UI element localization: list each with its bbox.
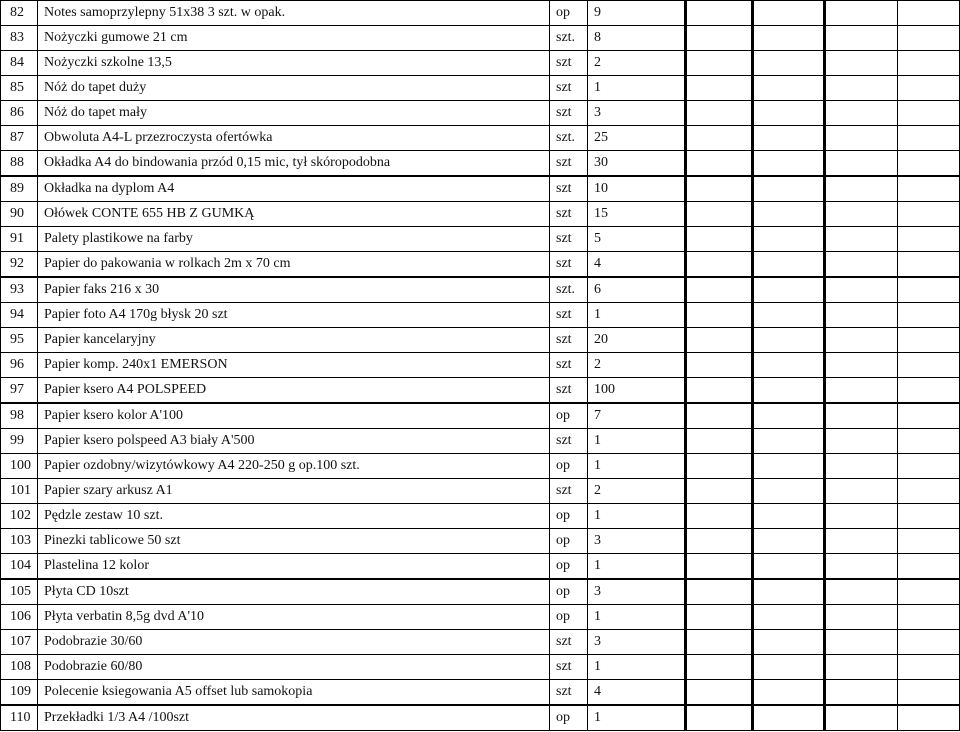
empty-cell	[686, 76, 753, 101]
table-row	[1, 630, 960, 655]
empty-cell	[898, 579, 960, 605]
unit-cell: szt	[550, 655, 588, 680]
row-number-cell: 98	[1, 403, 38, 429]
empty-cell	[825, 403, 898, 429]
quantity-cell: 6	[588, 277, 686, 303]
row-number-cell: 108	[1, 655, 38, 680]
unit-cell: op	[550, 554, 588, 580]
item-name-cell: Pędzle zestaw 10 szt.	[38, 504, 550, 529]
empty-cell	[825, 504, 898, 529]
empty-cell	[825, 76, 898, 101]
table-row	[1, 252, 960, 278]
empty-cell	[898, 429, 960, 454]
quantity-cell: 1	[588, 504, 686, 529]
empty-cell	[898, 51, 960, 76]
table-row	[1, 1, 960, 26]
quantity-cell: 10	[588, 176, 686, 202]
empty-cell	[825, 1, 898, 26]
empty-cell	[898, 680, 960, 706]
empty-cell	[686, 554, 753, 580]
item-name-cell: Nóż do tapet duży	[38, 76, 550, 101]
unit-cell: op	[550, 605, 588, 630]
item-name-cell: Papier szary arkusz A1	[38, 479, 550, 504]
empty-cell	[753, 126, 825, 151]
empty-cell	[825, 252, 898, 278]
quantity-cell: 4	[588, 680, 686, 706]
empty-cell	[753, 630, 825, 655]
unit-cell: szt	[550, 227, 588, 252]
empty-cell	[686, 529, 753, 554]
unit-cell: szt	[550, 680, 588, 706]
quantity-cell: 1	[588, 705, 686, 731]
item-name-cell: Papier ksero A4 POLSPEED	[38, 378, 550, 404]
row-number-cell: 109	[1, 680, 38, 706]
empty-cell	[686, 101, 753, 126]
empty-cell	[825, 126, 898, 151]
table-row	[1, 378, 960, 404]
row-number-cell: 95	[1, 328, 38, 353]
empty-cell	[686, 579, 753, 605]
table-row	[1, 529, 960, 554]
quantity-cell: 3	[588, 630, 686, 655]
empty-cell	[825, 353, 898, 378]
empty-cell	[825, 554, 898, 580]
empty-cell	[753, 252, 825, 278]
empty-cell	[825, 101, 898, 126]
empty-cell	[753, 51, 825, 76]
table-row	[1, 76, 960, 101]
empty-cell	[753, 202, 825, 227]
empty-cell	[898, 76, 960, 101]
unit-cell: szt	[550, 353, 588, 378]
item-name-cell: Papier ozdobny/wizytówkowy A4 220-250 g op.100 szt.	[38, 454, 550, 479]
empty-cell	[898, 504, 960, 529]
row-number-cell: 89	[1, 176, 38, 202]
row-number-cell: 94	[1, 303, 38, 328]
quantity-cell: 2	[588, 479, 686, 504]
empty-cell	[686, 277, 753, 303]
table-row	[1, 605, 960, 630]
empty-cell	[753, 1, 825, 26]
unit-cell: szt	[550, 202, 588, 227]
row-number-cell: 90	[1, 202, 38, 227]
table-row	[1, 328, 960, 353]
row-number-cell: 83	[1, 26, 38, 51]
empty-cell	[753, 227, 825, 252]
empty-cell	[753, 353, 825, 378]
quantity-cell: 15	[588, 202, 686, 227]
row-number-cell: 100	[1, 454, 38, 479]
empty-cell	[898, 479, 960, 504]
table-row	[1, 51, 960, 76]
quantity-cell: 3	[588, 101, 686, 126]
empty-cell	[686, 403, 753, 429]
empty-cell	[686, 378, 753, 404]
unit-cell: szt	[550, 630, 588, 655]
quantity-cell: 1	[588, 605, 686, 630]
empty-cell	[898, 227, 960, 252]
empty-cell	[898, 655, 960, 680]
empty-cell	[686, 176, 753, 202]
empty-cell	[898, 454, 960, 479]
empty-cell	[686, 328, 753, 353]
table-row	[1, 303, 960, 328]
empty-cell	[825, 51, 898, 76]
empty-cell	[898, 554, 960, 580]
empty-cell	[825, 277, 898, 303]
row-number-cell: 101	[1, 479, 38, 504]
empty-cell	[753, 504, 825, 529]
table-row	[1, 705, 960, 731]
quantity-cell: 1	[588, 429, 686, 454]
quantity-cell: 7	[588, 403, 686, 429]
unit-cell: op	[550, 705, 588, 731]
empty-cell	[686, 1, 753, 26]
empty-cell	[686, 26, 753, 51]
quantity-cell: 2	[588, 353, 686, 378]
item-name-cell: Palety plastikowe na farby	[38, 227, 550, 252]
item-name-cell: Papier ksero kolor A'100	[38, 403, 550, 429]
table-row	[1, 126, 960, 151]
unit-cell: szt	[550, 303, 588, 328]
table-row	[1, 504, 960, 529]
quantity-cell: 8	[588, 26, 686, 51]
empty-cell	[898, 277, 960, 303]
empty-cell	[686, 227, 753, 252]
empty-cell	[753, 605, 825, 630]
row-number-cell: 97	[1, 378, 38, 404]
empty-cell	[753, 277, 825, 303]
empty-cell	[898, 378, 960, 404]
empty-cell	[898, 705, 960, 731]
empty-cell	[753, 151, 825, 177]
empty-cell	[825, 529, 898, 554]
unit-cell: szt	[550, 51, 588, 76]
empty-cell	[753, 529, 825, 554]
empty-cell	[753, 579, 825, 605]
empty-cell	[753, 429, 825, 454]
empty-cell	[753, 705, 825, 731]
empty-cell	[825, 328, 898, 353]
table-row	[1, 403, 960, 429]
row-number-cell: 102	[1, 504, 38, 529]
table-row	[1, 479, 960, 504]
empty-cell	[825, 176, 898, 202]
empty-cell	[686, 429, 753, 454]
empty-cell	[686, 454, 753, 479]
quantity-cell: 1	[588, 76, 686, 101]
empty-cell	[686, 51, 753, 76]
empty-cell	[753, 303, 825, 328]
empty-cell	[898, 101, 960, 126]
empty-cell	[825, 579, 898, 605]
empty-cell	[686, 680, 753, 706]
empty-cell	[753, 176, 825, 202]
item-name-cell: Przekładki 1/3 A4 /100szt	[38, 705, 550, 731]
item-name-cell: Papier komp. 240x1 EMERSON	[38, 353, 550, 378]
unit-cell: op	[550, 504, 588, 529]
table-row	[1, 353, 960, 378]
empty-cell	[686, 605, 753, 630]
unit-cell: op	[550, 579, 588, 605]
row-number-cell: 87	[1, 126, 38, 151]
unit-cell: szt	[550, 151, 588, 177]
empty-cell	[753, 680, 825, 706]
empty-cell	[825, 303, 898, 328]
empty-cell	[686, 252, 753, 278]
empty-cell	[898, 151, 960, 177]
empty-cell	[753, 26, 825, 51]
quantity-cell: 9	[588, 1, 686, 26]
table-row	[1, 655, 960, 680]
row-number-cell: 107	[1, 630, 38, 655]
unit-cell: op	[550, 403, 588, 429]
item-name-cell: Płyta CD 10szt	[38, 579, 550, 605]
table-row	[1, 454, 960, 479]
empty-cell	[898, 126, 960, 151]
row-number-cell: 84	[1, 51, 38, 76]
empty-cell	[753, 101, 825, 126]
empty-cell	[686, 705, 753, 731]
unit-cell: op	[550, 454, 588, 479]
table-row	[1, 277, 960, 303]
empty-cell	[898, 605, 960, 630]
empty-cell	[898, 1, 960, 26]
empty-cell	[686, 353, 753, 378]
quantity-cell: 1	[588, 303, 686, 328]
item-name-cell: Nóż do tapet mały	[38, 101, 550, 126]
quantity-cell: 3	[588, 579, 686, 605]
unit-cell: szt	[550, 252, 588, 278]
quantity-cell: 1	[588, 454, 686, 479]
empty-cell	[825, 227, 898, 252]
empty-cell	[898, 529, 960, 554]
empty-cell	[825, 151, 898, 177]
empty-cell	[825, 429, 898, 454]
empty-cell	[825, 202, 898, 227]
quantity-cell: 2	[588, 51, 686, 76]
empty-cell	[898, 630, 960, 655]
row-number-cell: 85	[1, 76, 38, 101]
unit-cell: szt	[550, 176, 588, 202]
empty-cell	[686, 303, 753, 328]
empty-cell	[686, 151, 753, 177]
empty-cell	[825, 680, 898, 706]
empty-cell	[686, 126, 753, 151]
empty-cell	[686, 202, 753, 227]
unit-cell: szt	[550, 76, 588, 101]
empty-cell	[753, 403, 825, 429]
row-number-cell: 93	[1, 277, 38, 303]
item-name-cell: Podobrazie 30/60	[38, 630, 550, 655]
quantity-cell: 100	[588, 378, 686, 404]
empty-cell	[686, 630, 753, 655]
item-name-cell: Polecenie ksiegowania A5 offset lub samokopia	[38, 680, 550, 706]
table-row	[1, 227, 960, 252]
table-row	[1, 579, 960, 605]
item-name-cell: Płyta verbatin 8,5g dvd A'10	[38, 605, 550, 630]
item-name-cell: Pinezki tablicowe 50 szt	[38, 529, 550, 554]
table-row	[1, 176, 960, 202]
item-name-cell: Papier kancelaryjny	[38, 328, 550, 353]
empty-cell	[753, 76, 825, 101]
item-name-cell: Nożyczki szkolne 13,5	[38, 51, 550, 76]
empty-cell	[753, 554, 825, 580]
row-number-cell: 88	[1, 151, 38, 177]
unit-cell: op	[550, 529, 588, 554]
quantity-cell: 5	[588, 227, 686, 252]
empty-cell	[898, 403, 960, 429]
unit-cell: szt	[550, 328, 588, 353]
row-number-cell: 82	[1, 1, 38, 26]
empty-cell	[825, 655, 898, 680]
empty-cell	[753, 479, 825, 504]
item-name-cell: Papier faks 216 x 30	[38, 277, 550, 303]
empty-cell	[898, 176, 960, 202]
row-number-cell: 91	[1, 227, 38, 252]
empty-cell	[898, 328, 960, 353]
empty-cell	[753, 378, 825, 404]
empty-cell	[898, 303, 960, 328]
item-name-cell: Obwoluta A4-L przezroczysta ofertówka	[38, 126, 550, 151]
row-number-cell: 99	[1, 429, 38, 454]
item-name-cell: Okładka na dyplom A4	[38, 176, 550, 202]
item-name-cell: Papier foto A4 170g błysk 20 szt	[38, 303, 550, 328]
quantity-cell: 25	[588, 126, 686, 151]
item-name-cell: Ołówek CONTE 655 HB Z GUMKĄ	[38, 202, 550, 227]
quantity-cell: 4	[588, 252, 686, 278]
empty-cell	[898, 252, 960, 278]
item-name-cell: Papier ksero polspeed A3 biały A'500	[38, 429, 550, 454]
quantity-cell: 1	[588, 655, 686, 680]
table-row	[1, 26, 960, 51]
item-name-cell: Notes samoprzylepny 51x38 3 szt. w opak.	[38, 1, 550, 26]
empty-cell	[898, 353, 960, 378]
row-number-cell: 96	[1, 353, 38, 378]
table-row	[1, 202, 960, 227]
unit-cell: op	[550, 1, 588, 26]
unit-cell: szt	[550, 479, 588, 504]
table-row	[1, 429, 960, 454]
quantity-cell: 30	[588, 151, 686, 177]
empty-cell	[825, 630, 898, 655]
empty-cell	[686, 504, 753, 529]
empty-cell	[753, 655, 825, 680]
item-name-cell: Papier do pakowania w rolkach 2m x 70 cm	[38, 252, 550, 278]
empty-cell	[825, 26, 898, 51]
item-name-cell: Okładka A4 do bindowania przód 0,15 mic, tył skóropodobna	[38, 151, 550, 177]
row-number-cell: 104	[1, 554, 38, 580]
table-row	[1, 554, 960, 580]
empty-cell	[898, 26, 960, 51]
table-row	[1, 151, 960, 177]
empty-cell	[825, 479, 898, 504]
empty-cell	[898, 202, 960, 227]
table-body	[1, 1, 960, 731]
quantity-cell: 1	[588, 554, 686, 580]
empty-cell	[686, 479, 753, 504]
item-name-cell: Podobrazie 60/80	[38, 655, 550, 680]
row-number-cell: 86	[1, 101, 38, 126]
unit-cell: szt.	[550, 26, 588, 51]
row-number-cell: 106	[1, 605, 38, 630]
empty-cell	[753, 454, 825, 479]
row-number-cell: 110	[1, 705, 38, 731]
item-name-cell: Plastelina 12 kolor	[38, 554, 550, 580]
row-number-cell: 92	[1, 252, 38, 278]
empty-cell	[686, 655, 753, 680]
unit-cell: szt	[550, 378, 588, 404]
empty-cell	[825, 705, 898, 731]
unit-cell: szt.	[550, 126, 588, 151]
table-row	[1, 101, 960, 126]
unit-cell: szt	[550, 101, 588, 126]
table-row	[1, 680, 960, 706]
quantity-cell: 20	[588, 328, 686, 353]
empty-cell	[825, 454, 898, 479]
row-number-cell: 105	[1, 579, 38, 605]
item-name-cell: Nożyczki gumowe 21 cm	[38, 26, 550, 51]
empty-cell	[825, 605, 898, 630]
quantity-cell: 3	[588, 529, 686, 554]
empty-cell	[753, 328, 825, 353]
empty-cell	[825, 378, 898, 404]
unit-cell: szt.	[550, 277, 588, 303]
row-number-cell: 103	[1, 529, 38, 554]
unit-cell: szt	[550, 429, 588, 454]
